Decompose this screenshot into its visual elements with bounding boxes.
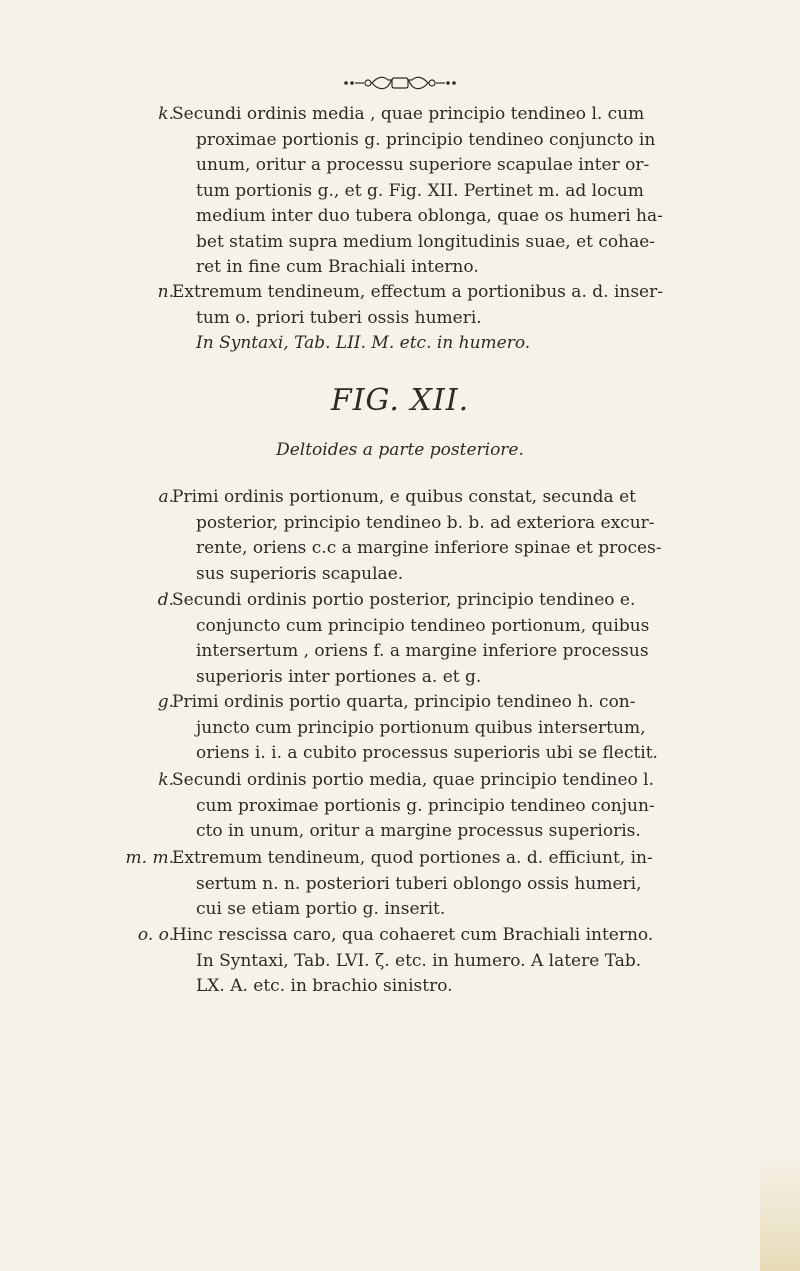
text-line: cum proximae portionis g. principio tendineo conjun- xyxy=(196,795,655,816)
text-line: juncto cum principio portionum quibus intersertum, xyxy=(196,717,646,738)
text-line: Primi ordinis portionum, e quibus constat, secunda et xyxy=(172,487,636,507)
text-line: superioris inter portiones a. et g. xyxy=(196,666,482,687)
entry-text xyxy=(172,280,772,357)
printers-ornament-icon xyxy=(340,74,460,92)
text-line: sus superioris scapulae. xyxy=(196,563,404,584)
text-line: Secundi ordinis portio posterior, principio tendineo e. xyxy=(172,590,636,610)
text-line: bet statim supra medium longitudinis suae, et cohae- xyxy=(196,231,656,252)
text-line: oriens i. i. a cubito processus superioris ubi se flectit. xyxy=(196,743,658,763)
text-line: posterior, principio tendineo b. b. ad exteriora excur- xyxy=(196,512,655,533)
figure-subtitle: Deltoides a parte posteriore. xyxy=(276,440,524,460)
figure-title: FIG. XII. xyxy=(330,383,470,418)
text-line: LX. A. etc. in brachio sinistro. xyxy=(196,976,453,996)
text-line: In Syntaxi, Tab. LVI. ζ. etc. in humero. A latere Tab. xyxy=(196,950,642,971)
text-line: Secundi ordinis portio media, quae principio tendineo l. xyxy=(172,770,655,790)
text-line: cui se etiam portio g. inserit. xyxy=(196,899,446,919)
entry-label: g. xyxy=(157,692,174,712)
text-line: conjuncto cum principio tendineo portionum, quibus xyxy=(196,615,650,636)
entry-text xyxy=(172,485,772,587)
text-line: sertum n. n. posteriori tuberi oblongo ossis humeri, xyxy=(196,873,642,894)
text-line: ret in fine cum Brachiali interno. xyxy=(196,257,479,277)
entry-label: k. xyxy=(158,770,174,790)
entry-text xyxy=(172,923,772,1000)
text-line: proximae portionis g. principio tendineo conjuncto in xyxy=(196,129,656,150)
text-line: tum portionis g., et g. Fig. XII. Pertinet m. ad locum xyxy=(196,180,644,201)
text-line: Primi ordinis portio quarta, principio tendineo h. con- xyxy=(172,692,636,712)
entry-text xyxy=(172,588,772,690)
paper-stain xyxy=(760,1151,800,1271)
entry-text xyxy=(172,768,772,845)
entry-label: k. xyxy=(158,104,174,124)
entry-label: d. xyxy=(157,590,174,610)
entry-label: m. m. xyxy=(125,848,174,868)
text-line: cto in unum, oritur a margine processus superioris. xyxy=(196,821,641,841)
entry-label: o. o. xyxy=(137,925,174,945)
entry-text xyxy=(172,690,772,767)
text-line: intersertum , oriens f. a margine inferiore processus xyxy=(196,641,649,661)
entry-label: n. xyxy=(157,282,174,302)
entry-label: a. xyxy=(158,487,174,507)
text-line: unum, oritur a processu superiore scapulae inter or- xyxy=(196,155,650,175)
text-line: Extremum tendineum, quod portiones a. d. efficiunt, in- xyxy=(172,848,653,868)
text-line: rente, oriens c.c a margine inferiore spinae et proces- xyxy=(196,538,662,558)
entry-text xyxy=(172,846,772,923)
entry-text xyxy=(172,102,772,281)
text-line: Secundi ordinis media , quae principio tendineo l. cum xyxy=(172,104,645,124)
text-line: In Syntaxi, Tab. LII. M. etc. in humero. xyxy=(196,333,531,353)
text-line: medium inter duo tubera oblonga, quae os humeri ha- xyxy=(196,206,663,226)
text-line: Extremum tendineum, effectum a portionibus a. d. inser- xyxy=(172,282,663,302)
text-line: Hinc rescissa caro, qua cohaeret cum Brachiali interno. xyxy=(172,925,654,945)
text-line: tum o. priori tuberi ossis humeri. xyxy=(196,307,482,328)
